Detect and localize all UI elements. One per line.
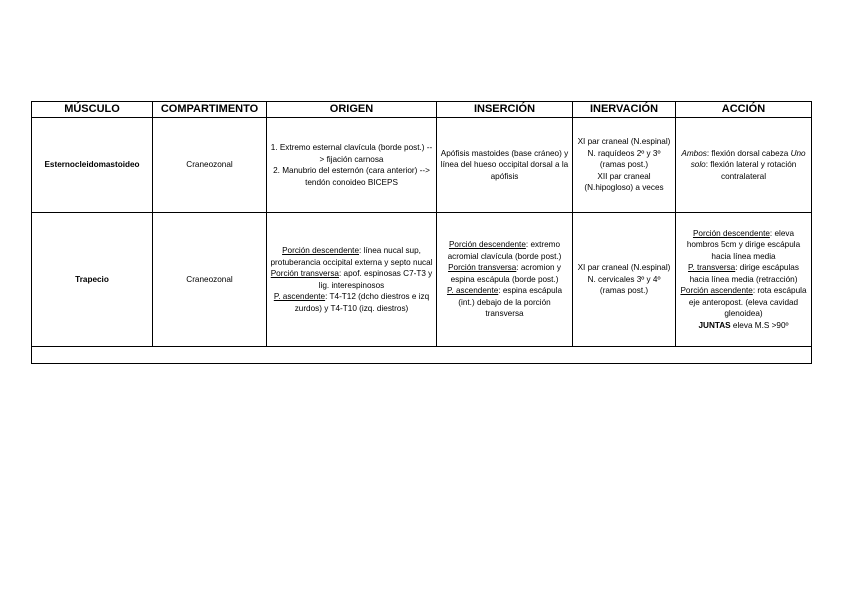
empty-row bbox=[32, 347, 812, 364]
insercion-portion-label: Porción transversa bbox=[448, 263, 517, 273]
inervacion-line: XI par craneal (N.espinal) bbox=[577, 263, 671, 273]
insercion-portion-label: Porción descendente bbox=[448, 240, 526, 250]
header-musculo: MÚSCULO bbox=[32, 102, 153, 118]
inervacion-line: XII par craneal (N.hipogloso) a veces bbox=[584, 171, 664, 193]
header-origen: ORIGEN bbox=[267, 102, 437, 118]
accion-juntas-text: eleva M.S >90º bbox=[730, 320, 789, 330]
accion-portion-text: : dirige escápulas hacia línea media (retracción) bbox=[689, 263, 799, 284]
inervacion-line: N. cervicales 3º y 4º (ramas post.) bbox=[587, 274, 661, 296]
cell-insercion bbox=[437, 213, 573, 347]
cell-musculo: Esternocleidomastoideo bbox=[32, 118, 153, 213]
accion-juntas-label: JUNTAS bbox=[698, 320, 731, 330]
origen-portion-text: : línea nucal sup, protuberancia occipital externa y septo nucal bbox=[270, 246, 433, 267]
table-row bbox=[32, 118, 812, 213]
origen-portion-label: Porción transversa bbox=[270, 269, 339, 278]
insercion-portion-text: : espina escápula (int.) debajo de la porción transversa bbox=[458, 286, 563, 319]
cell-insercion: Apófisis mastoides (base cráneo) y línea del hueso occipital dorsal a la apófisis bbox=[437, 118, 573, 213]
empty-cell bbox=[32, 347, 812, 364]
origen-portion-label: P. ascendente bbox=[273, 292, 326, 301]
cell-musculo: Trapecio bbox=[32, 213, 153, 347]
cell-origen bbox=[267, 118, 437, 213]
insercion-portion-text: : extremo acromial clavícula (borde post.) bbox=[447, 240, 562, 261]
origen-line: 2. Manubrio del esternón (cara anterior) --> tendón conoideo BICEPS bbox=[273, 166, 430, 187]
inervacion-line: XI par craneal (N.espinal) bbox=[577, 137, 671, 147]
table-row bbox=[32, 213, 812, 347]
cell-compartimento: Craneozonal bbox=[153, 118, 267, 213]
origen-line: 1. Extremo esternal clavícula (borde post.) --> fijación carnosa bbox=[270, 143, 433, 164]
accion-uno-solo-text: : flexión lateral y rotación contralateral bbox=[705, 160, 797, 181]
accion-ambos-label: Ambos bbox=[681, 148, 707, 158]
insercion-portion-label: P. ascendente bbox=[446, 286, 499, 296]
header-insercion: INSERCIÓN bbox=[437, 102, 573, 118]
cell-origen bbox=[267, 213, 437, 347]
inervacion-line: N. raquídeos 2º y 3º (ramas post.) bbox=[587, 148, 661, 170]
accion-portion-text: : rota escápula eje anteropost. (eleva cavidad glenoidea) bbox=[688, 286, 807, 319]
cell-compartimento: Craneozonal bbox=[153, 213, 267, 347]
cell-accion bbox=[676, 213, 812, 347]
origen-portion-label: Porción descendente bbox=[282, 246, 360, 255]
muscle-table bbox=[31, 101, 812, 364]
header-row bbox=[32, 102, 812, 118]
accion-portion-text: : eleva hombros 5cm y dirige escápula hacia línea media bbox=[686, 228, 801, 261]
cell-inervacion bbox=[573, 213, 676, 347]
cell-inervacion bbox=[573, 118, 676, 213]
accion-ambos-text: : flexión dorsal cabeza bbox=[706, 148, 791, 158]
header-accion: ACCIÓN bbox=[676, 102, 812, 118]
insercion-portion-text: : acromion y espina escápula (borde post.) bbox=[450, 263, 561, 284]
accion-portion-label: P. transversa bbox=[688, 263, 736, 273]
accion-uno-solo-label: Uno solo bbox=[690, 148, 806, 170]
accion-portion-label: Porción ascendente bbox=[680, 286, 753, 296]
accion-portion-label: Porción descendente bbox=[692, 228, 770, 238]
cell-accion bbox=[676, 118, 812, 213]
origen-portion-text: : T4-T12 (dcho diestros e izq zurdos) y T4-T10 (izq. diestros) bbox=[294, 292, 430, 313]
header-inervacion: INERVACIÓN bbox=[573, 102, 676, 118]
header-compartimento: COMPARTIMENTO bbox=[153, 102, 267, 118]
origen-portion-text: : apof. espinosas C7-T3 y lig. interespinosos bbox=[318, 269, 433, 290]
